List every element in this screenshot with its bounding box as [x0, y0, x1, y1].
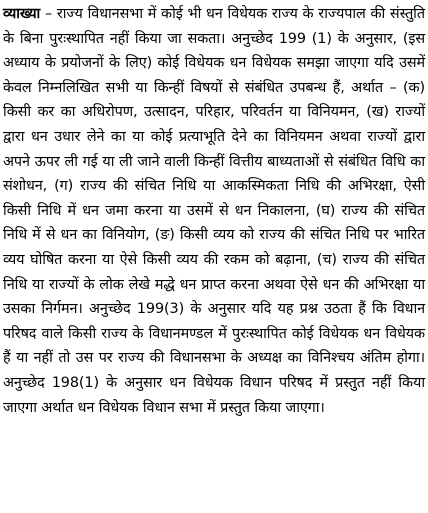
- explanation-label: व्याख्या: [3, 6, 41, 22]
- explanation-body: – राज्य विधानसभा में कोई भी धन विधेयक राज्य के राज्यपाल की संस्तुति के बिना पुरःस्थापित नहीं किया जा सकता। अनुच्छेद 199 (1) के अनुसार, (इस अध्याय के प्रयोजनों के लिए) कोई विधेयक धन विधेयक समझा जाएगा यदि उसमें केवल निम्नलिखित सभी या किन्हीं विषयों से संबंधित उपबन्ध हैं, अर्थात – (क) किसी कर का अधिरोपण, उत्सादन, परिहार, परिवर्तन या विनियमन, (ख) राज्यों द्वारा धन उधार लेने का या कोई प्रत्याभूति देने का विनियमन अथवा राज्यों द्वारा अपने ऊपर ली गई या ली जाने वाली किन्हीं वित्तीय बाध्यताओं से संबंधित विधि का संशोधन, (ग) राज्य की संचित निधि या आकस्मिकता निधि की अभिरक्षा, ऐसी किसी निधि में धन जमा करना या उसमें से धन निकालना, (घ) राज्य की संचित निधि में से धन का विनियोग, (ङ) किसी व्यय को राज्य की संचित निधि पर भारित व्यय घोषित करना या ऐसे किसी व्यय की रकम को बढ़ाना, (च) राज्य की संचित निधि या राज्यों के लोक लेखे मद्धे धन प्राप्त करना अथवा ऐसे धन की अभिरक्षा या उसका निर्गमन। अनुच्छेद 199(3) के अनुसार यदि यह प्रश्न उठता हैं कि विधान परिषद वाले किसी राज्य के विधानमण्डल में पुरःस्थापित कोई विधेयक धन विधेयक हैं या नहीं तो उस पर राज्य की विधानसभा के अध्यक्ष का विनिश्चय अंतिम होगा। अनुच्छेद 198(1) के अनुसार धन विधेयक विधान परिषद में प्रस्तुत नहीं किया जाएगा अर्थात धन विधेयक विधान सभा में प्रस्तुत किया जाएगा।: [3, 6, 425, 416]
- explanation-paragraph: [3, 2, 425, 420]
